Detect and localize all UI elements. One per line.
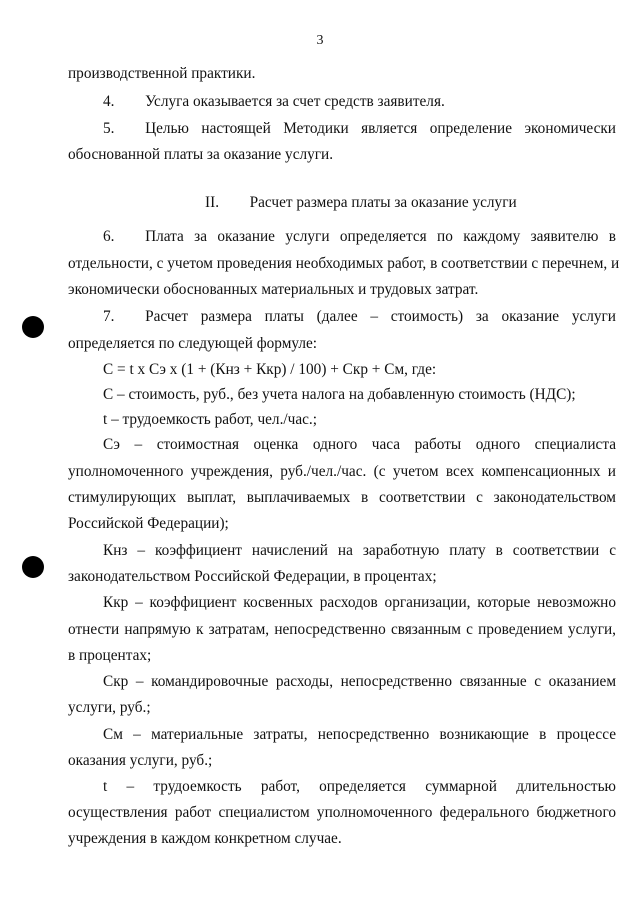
text-line: осуществления работ специалистом уполномоченного федерального бюджетного [68,804,616,821]
text-line: t – трудоемкость работ, чел./час.; [103,411,317,428]
text-line: услуги, руб.; [68,699,151,716]
punch-hole-top [22,316,44,338]
text-line: Ккр – коэффициент косвенных расходов организации, которые невозможно [103,594,616,611]
text-line: Российской Федерации); [68,515,229,532]
text-line: 5. Целью настоящей Методики является определение экономически [103,120,616,137]
text-line: стимулирующих выплат, выплачиваемых в соответствии с законодательством [68,489,616,506]
text-line: 4. Услуга оказывается за счет средств заявителя. [103,93,445,110]
text-line: Сэ – стоимостная оценка одного часа работы одного специалиста [103,436,616,453]
text-line: обоснованной платы за оказание услуги. [68,146,334,163]
text-line: учреждения в каждом конкретном случае. [68,830,342,847]
text-line: 6. Плата за оказание услуги определяется по каждому заявителю в [103,228,616,245]
text-line: в процентах; [68,647,152,664]
text-line: См – материальные затраты, непосредственно возникающие в процессе [103,726,616,743]
formula: С = t х Сэ х (1 + (Кнз + Ккр) / 100) + Скр + См, где: [103,361,437,378]
text-line: экономически обоснованных материальных и трудовых затрат. [68,281,479,298]
text-line: законодательством Российской Федерации, в процентах; [68,568,437,585]
text-line: определяется по следующей формуле: [68,335,318,352]
text-line: уполномоченного учреждения, руб./чел./час. (с учетом всех компенсационных и [68,463,616,480]
text-line: отдельности, с учетом проведения необходимых работ, в соответствии с перечнем, и [68,255,620,272]
text-line: t – трудоемкость работ, определяется суммарной длительностью [103,778,616,795]
text-line: 7. Расчет размера платы (далее – стоимость) за оказание услуги [103,308,616,325]
text-line: производственной практики. [68,65,256,82]
text-line: Скр – командировочные расходы, непосредственно связанные с оказанием [103,673,616,690]
text-line: С – стоимость, руб., без учета налога на добавленную стоимость (НДС); [103,386,576,403]
text-line: оказания услуги, руб.; [68,752,213,769]
text-line: отнести напрямую к затратам, непосредственно связанным с проведением услуги, [68,621,616,638]
section-heading: II. Расчет размера платы за оказание услуги [205,194,517,211]
page-number: 3 [316,33,324,48]
punch-hole-bottom [22,556,44,578]
text-line: Кнз – коэффициент начислений на заработную плату в соответствии с [103,542,616,559]
